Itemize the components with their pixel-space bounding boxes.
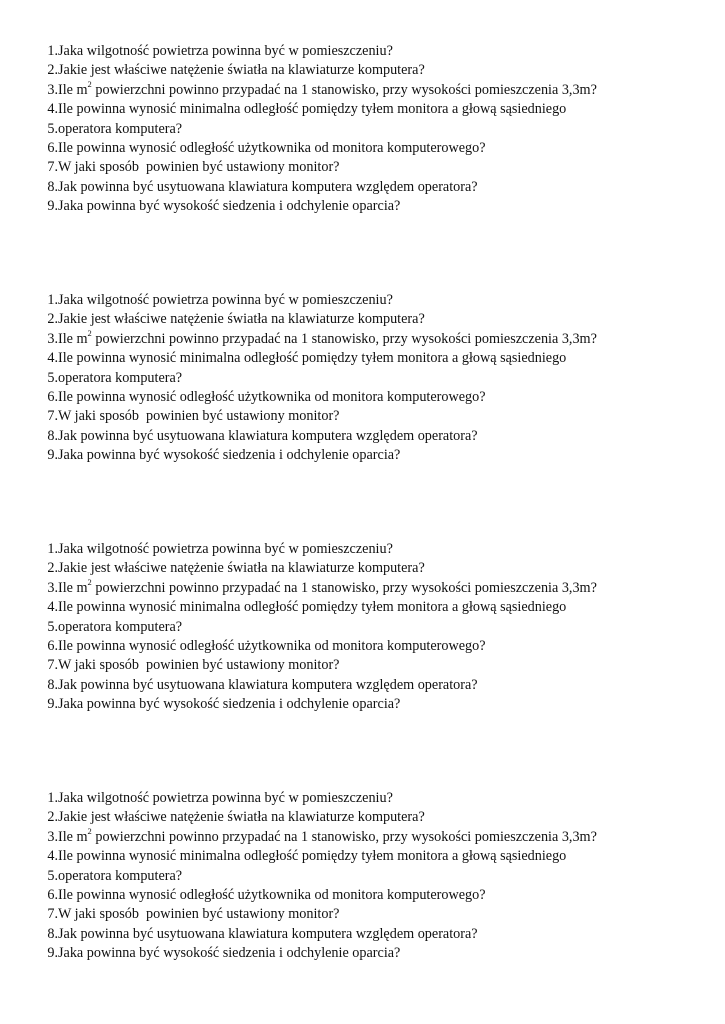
item-text-start: Ile m (58, 828, 88, 845)
list-item (34, 446, 694, 465)
item-number: 7. (47, 408, 58, 425)
item-number: 8. (47, 178, 58, 195)
item-text: W jaki sposób powinien być ustawiony monitor? (58, 159, 340, 176)
item-text-end: powierzchni powinno przypadać na 1 stanowisko, przy wysokości pomieszczenia 3,3m? (91, 828, 597, 845)
item-text: operatora komputera? (58, 867, 183, 884)
item-text: Ile powinna wynosić minimalna odległość pomiędzy tyłem monitora a głową sąsiedniego (58, 599, 567, 616)
list-item (34, 598, 694, 617)
superscript: 2 (87, 577, 92, 588)
item-number: 2. (47, 560, 58, 577)
list-item (34, 330, 694, 349)
item-text: Ile powinna wynosić minimalna odległość pomiędzy tyłem monitora a głową sąsiedniego (58, 101, 567, 118)
question-list-1 (34, 42, 694, 217)
item-number: 4. (47, 101, 58, 118)
item-number: 2. (47, 311, 58, 328)
item-text (58, 579, 597, 598)
item-number: 7. (47, 159, 58, 176)
item-text-end: powierzchni powinno przypadać na 1 stanowisko, przy wysokości pomieszczenia 3,3m? (91, 330, 597, 347)
item-number: 9. (47, 198, 58, 215)
item-text-end: powierzchni powinno przypadać na 1 stanowisko, przy wysokości pomieszczenia 3,3m? (91, 579, 597, 596)
item-number: 6. (47, 637, 58, 654)
item-text: Jaka wilgotność powietrza powinna być w pomieszczeniu? (58, 541, 393, 557)
item-number: 4. (47, 350, 58, 367)
superscript: 2 (87, 79, 92, 90)
list-item (34, 676, 694, 695)
list-item (34, 427, 694, 446)
question-list-2 (34, 291, 694, 466)
item-text: Jaka powinna być wysokość siedzenia i odchylenie oparcia? (58, 945, 401, 962)
list-item (34, 197, 694, 216)
list-item (34, 81, 694, 100)
item-text: Jaka powinna być wysokość siedzenia i odchylenie oparcia? (58, 447, 401, 464)
item-text: Jakie jest właściwe natężenie światła na klawiaturze komputera? (58, 809, 425, 826)
item-text: Jaka powinna być wysokość siedzenia i odchylenie oparcia? (58, 696, 401, 713)
item-number: 4. (47, 599, 58, 616)
list-item (34, 579, 694, 598)
item-number: 3. (47, 579, 58, 596)
list-item (34, 637, 694, 656)
item-text: operatora komputera? (58, 618, 183, 635)
item-text: W jaki sposób powinien być ustawiony monitor? (58, 657, 340, 674)
list-item (34, 886, 694, 905)
item-number: 1. (47, 790, 58, 806)
list-item (34, 369, 694, 388)
item-number: 3. (47, 330, 58, 347)
list-item (34, 61, 694, 80)
list-item (34, 100, 694, 119)
item-number: 6. (47, 886, 58, 903)
list-item (34, 178, 694, 197)
item-text: Ile powinna wynosić odległość użytkownika od monitora komputerowego? (58, 139, 486, 156)
item-text: Ile powinna wynosić odległość użytkownika od monitora komputerowego? (58, 886, 486, 903)
list-item (34, 847, 694, 866)
list-item (34, 349, 694, 368)
item-text: Ile powinna wynosić minimalna odległość pomiędzy tyłem monitora a głową sąsiedniego (58, 350, 567, 367)
item-number: 3. (47, 828, 58, 845)
list-item (34, 828, 694, 847)
item-number: 5. (47, 369, 58, 386)
list-item (34, 925, 694, 944)
superscript: 2 (87, 328, 92, 339)
item-number: 2. (47, 809, 58, 826)
question-list-4 (34, 789, 694, 964)
item-text: Jak powinna być usytuowana klawiatura komputera względem operatora? (58, 427, 478, 444)
item-number: 8. (47, 427, 58, 444)
item-text: Jaka wilgotność powietrza powinna być w pomieszczeniu? (58, 43, 393, 59)
item-text: Jaka wilgotność powietrza powinna być w pomieszczeniu? (58, 790, 393, 806)
list-item (34, 944, 694, 963)
list-item (34, 158, 694, 177)
item-text: Jak powinna być usytuowana klawiatura komputera względem operatora? (58, 925, 478, 942)
item-text-start: Ile m (58, 330, 88, 347)
item-text: Ile powinna wynosić odległość użytkownika od monitora komputerowego? (58, 637, 486, 654)
item-text: Ile powinna wynosić minimalna odległość pomiędzy tyłem monitora a głową sąsiedniego (58, 848, 567, 865)
item-number: 9. (47, 696, 58, 713)
list-item (34, 656, 694, 675)
item-number: 5. (47, 618, 58, 635)
item-number: 8. (47, 925, 58, 942)
item-text: operatora komputera? (58, 120, 183, 137)
item-text: Jaka powinna być wysokość siedzenia i odchylenie oparcia? (58, 198, 401, 215)
superscript: 2 (87, 826, 92, 837)
item-text: Jakie jest właściwe natężenie światła na klawiaturze komputera? (58, 62, 425, 79)
list-item (34, 540, 694, 559)
item-text (58, 828, 597, 847)
item-text-start: Ile m (58, 579, 88, 596)
item-number: 6. (47, 388, 58, 405)
item-text: Jak powinna być usytuowana klawiatura komputera względem operatora? (58, 676, 478, 693)
item-text: Jak powinna być usytuowana klawiatura komputera względem operatora? (58, 178, 478, 195)
item-number: 3. (47, 81, 58, 98)
item-number: 1. (47, 292, 58, 308)
item-number: 9. (47, 945, 58, 962)
list-item (34, 291, 694, 310)
item-text: W jaki sposób powinien być ustawiony monitor? (58, 408, 340, 425)
item-number: 7. (47, 906, 58, 923)
item-text: operatora komputera? (58, 369, 183, 386)
item-text: W jaki sposób powinien być ustawiony monitor? (58, 906, 340, 923)
list-item (34, 905, 694, 924)
item-number: 7. (47, 657, 58, 674)
item-number: 5. (47, 120, 58, 137)
item-number: 4. (47, 848, 58, 865)
list-item (34, 120, 694, 139)
item-text (58, 330, 597, 349)
item-number: 6. (47, 139, 58, 156)
list-item (34, 618, 694, 637)
list-item (34, 407, 694, 426)
list-item (34, 139, 694, 158)
list-item (34, 808, 694, 827)
list-item (34, 867, 694, 886)
item-number: 1. (47, 541, 58, 557)
list-item (34, 559, 694, 578)
item-text: Ile powinna wynosić odległość użytkownika od monitora komputerowego? (58, 388, 486, 405)
item-text: Jakie jest właściwe natężenie światła na klawiaturze komputera? (58, 311, 425, 328)
list-item (34, 789, 694, 808)
item-number: 2. (47, 62, 58, 79)
item-text: Jakie jest właściwe natężenie światła na klawiaturze komputera? (58, 560, 425, 577)
item-number: 1. (47, 43, 58, 59)
item-number: 9. (47, 447, 58, 464)
question-list-3 (34, 540, 694, 715)
item-text (58, 81, 597, 100)
list-item (34, 388, 694, 407)
item-number: 5. (47, 867, 58, 884)
list-item (34, 310, 694, 329)
item-text-end: powierzchni powinno przypadać na 1 stanowisko, przy wysokości pomieszczenia 3,3m? (91, 81, 597, 98)
item-number: 8. (47, 676, 58, 693)
item-text: Jaka wilgotność powietrza powinna być w pomieszczeniu? (58, 292, 393, 308)
list-item (34, 695, 694, 714)
item-text-start: Ile m (58, 81, 88, 98)
list-item (34, 42, 694, 61)
